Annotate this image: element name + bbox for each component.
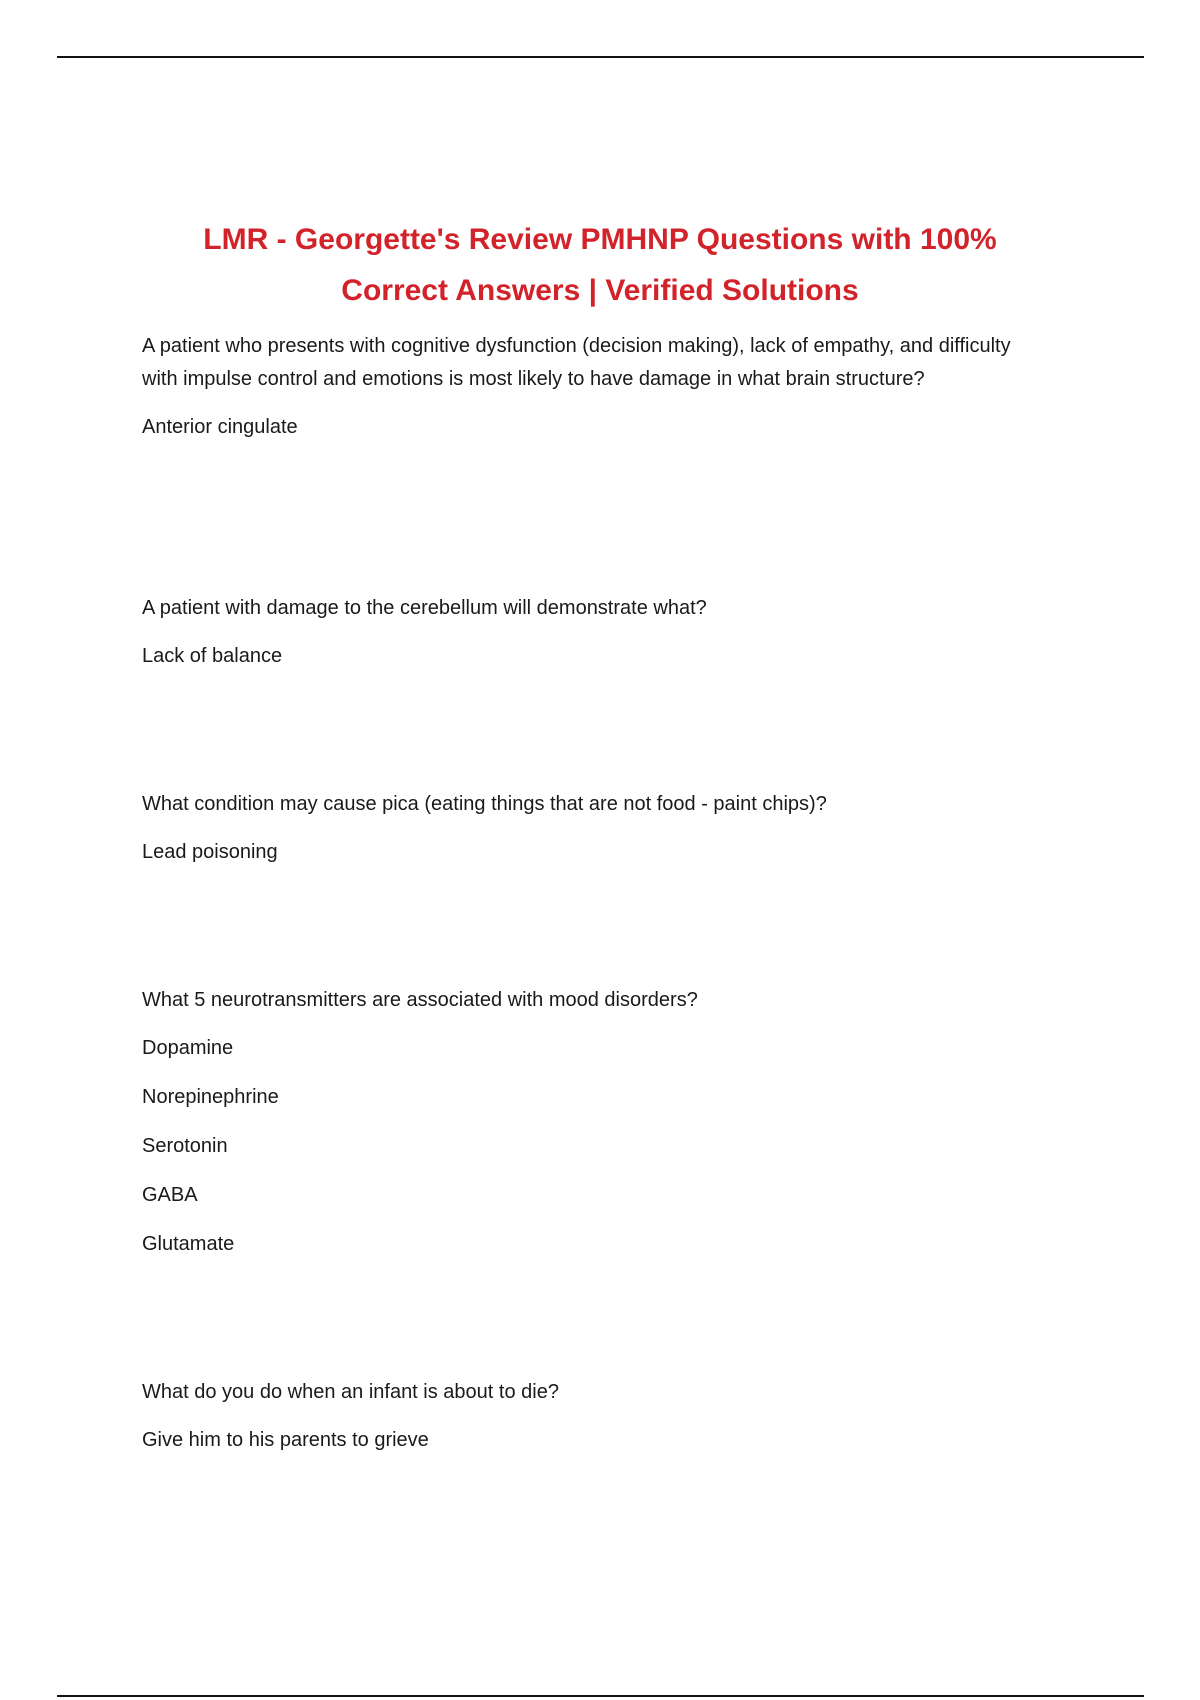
answer-text: Serotonin (142, 1135, 228, 1157)
title-line-1: LMR - Georgette's Review PMHNP Questions with 100% (203, 223, 997, 256)
qa-item (142, 592, 707, 673)
question-text: What condition may cause pica (eating things that are not food - paint chips)? (142, 793, 827, 815)
answer-text: GABA (142, 1184, 198, 1206)
answer-text: Lack of balance (142, 645, 283, 667)
question-text: What do you do when an infant is about to die? (142, 1381, 559, 1403)
header-rule (57, 56, 1144, 58)
answer-list (142, 836, 827, 869)
answer-text: Glutamate (142, 1233, 235, 1255)
answer-list (142, 411, 1022, 444)
answer-list (142, 640, 707, 673)
qa-item (142, 788, 827, 869)
answer-text: Norepinephrine (142, 1086, 279, 1108)
question-text: A patient who presents with cognitive dysfunction (decision making), lack of empathy, and difficulty with impulse control and emotions is most likely to have damage in what brain structure? (142, 335, 1011, 390)
answer-list (142, 1424, 559, 1457)
answer-text: Lead poisoning (142, 841, 278, 863)
qa-item (142, 1376, 559, 1457)
question-text: What 5 neurotransmitters are associated with mood disorders? (142, 989, 698, 1011)
answer-text: Anterior cingulate (142, 416, 298, 438)
qa-item (142, 330, 1022, 444)
answer-text: Dopamine (142, 1037, 234, 1059)
qa-item (142, 984, 698, 1261)
question-text: A patient with damage to the cerebellum will demonstrate what? (142, 597, 707, 619)
title-line-2: Correct Answers | Verified Solutions (341, 274, 859, 307)
document-title (150, 214, 1050, 316)
answer-text: Give him to his parents to grieve (142, 1429, 429, 1451)
answer-list (142, 1032, 698, 1261)
footer-rule (57, 1695, 1144, 1697)
